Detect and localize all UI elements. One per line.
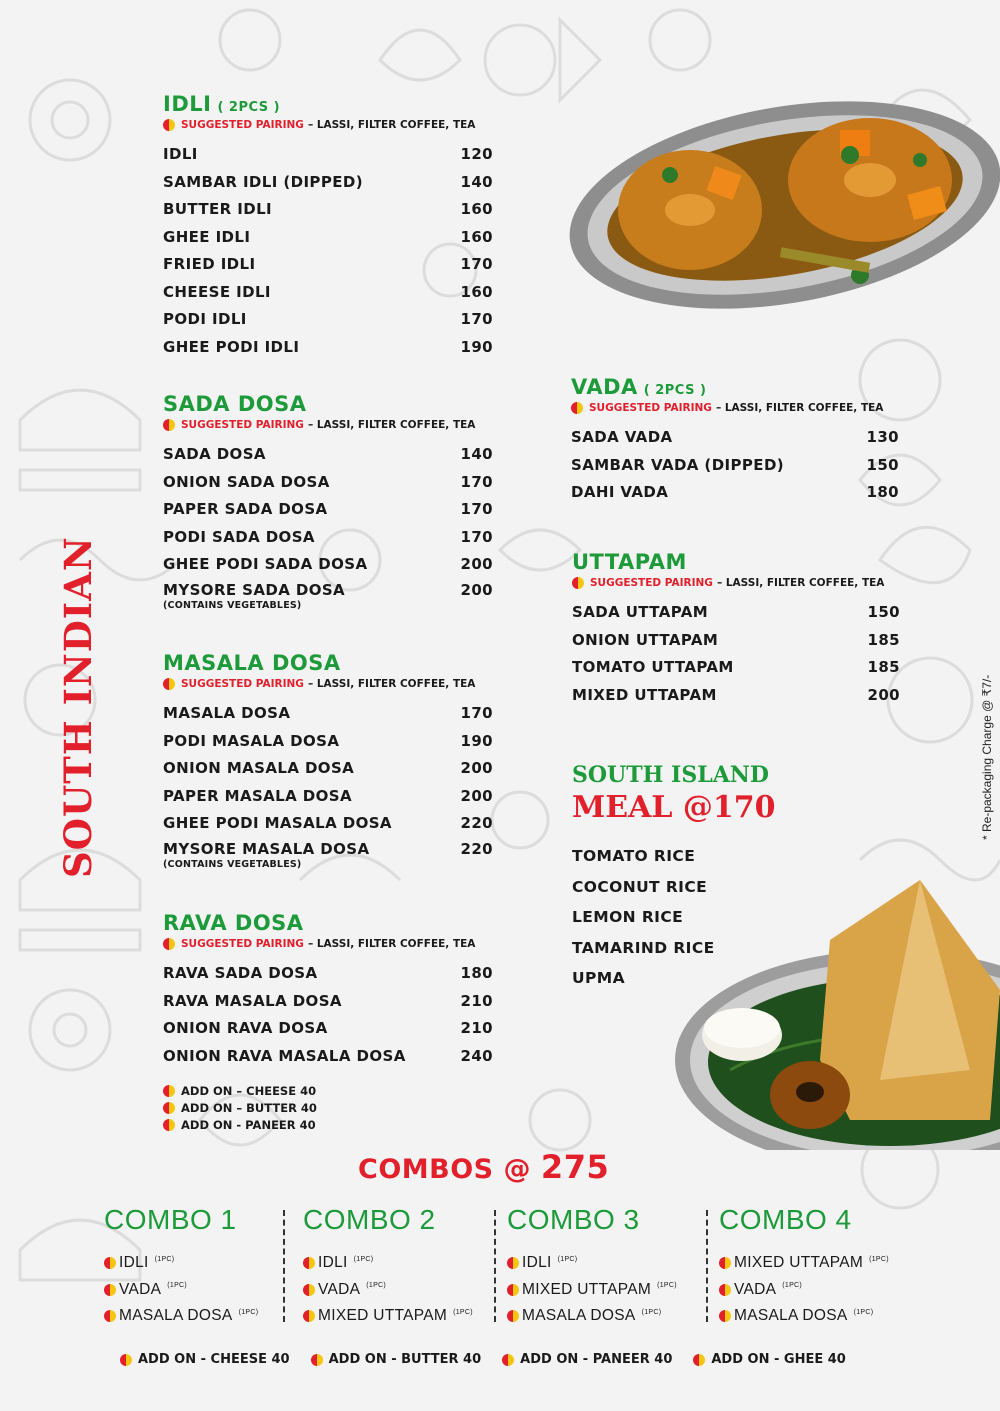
- bullet-icon: [571, 402, 583, 414]
- bullet-icon: [507, 1284, 519, 1296]
- repackaging-note: * Re-packaging Charge @ ₹7/-: [980, 674, 994, 840]
- bullet-icon: [719, 1310, 731, 1322]
- meal-title: SOUTH ISLAND: [572, 762, 769, 788]
- bullet-icon: [719, 1257, 731, 1269]
- menu-item: SAMBAR IDLI (DIPPED) 140: [163, 172, 493, 191]
- menu-item: MYSORE MASALA DOSA (CONTAINS VEGETABLES) 220: [163, 840, 493, 870]
- menu-item: GHEE PODI SADA DOSA 200: [163, 555, 493, 573]
- menu-item: SAMBAR VADA (DIPPED) 150: [571, 455, 899, 474]
- bullet-icon: [572, 577, 584, 589]
- bullet-icon: [163, 1102, 175, 1114]
- section-title: VADA ( 2PCS ): [571, 375, 707, 399]
- bullet-icon: [507, 1310, 519, 1322]
- bullet-icon: [693, 1354, 705, 1366]
- menu-item: GHEE IDLI 160: [163, 227, 493, 246]
- meal-price-title: MEAL @170: [572, 790, 776, 825]
- addon-item: ADD ON - GHEE 40: [693, 1352, 845, 1367]
- bullet-icon: [502, 1354, 514, 1366]
- bullet-icon: [303, 1284, 315, 1296]
- menu-item: ONION MASALA DOSA 200: [163, 759, 493, 777]
- bullet-icon: [104, 1284, 116, 1296]
- menu-item: PODI SADA DOSA 170: [163, 527, 493, 546]
- menu-item: CHEESE IDLI 160: [163, 282, 493, 301]
- combo-item: VADA (1PC): [303, 1277, 473, 1304]
- menu-item: SADA UTTAPAM 150: [572, 603, 900, 621]
- section-title: SADA DOSA: [163, 392, 307, 416]
- suggested-pairing: SUGGESTED PAIRING – LASSI, FILTER COFFEE, TEA: [163, 119, 493, 131]
- combo-item: VADA (1PC): [719, 1277, 889, 1304]
- menu-item: BUTTER IDLI 160: [163, 200, 493, 218]
- suggested-pairing: SUGGESTED PAIRING – LASSI, FILTER COFFEE, TEA: [572, 577, 900, 589]
- bullet-icon: [303, 1310, 315, 1322]
- menu-item: TOMATO UTTAPAM 185: [572, 658, 900, 676]
- combo-title: COMBO 1: [104, 1204, 237, 1235]
- combo-item: MIXED UTTAPAM (1PC): [507, 1277, 677, 1304]
- menu-item: FRIED IDLI 170: [163, 255, 493, 273]
- section-meal: [572, 762, 832, 1000]
- section-masala-dosa: [163, 651, 493, 876]
- menu-item: PAPER SADA DOSA 170: [163, 500, 493, 518]
- addon-item: ADD ON – CHEESE 40: [163, 1082, 493, 1099]
- menu-item: MIXED UTTAPAM 200: [572, 685, 900, 704]
- combo-divider: [494, 1210, 496, 1322]
- bullet-icon: [303, 1257, 315, 1269]
- combo-item: IDLI (1PC): [303, 1250, 473, 1277]
- bullet-icon: [507, 1257, 519, 1269]
- bullet-icon: [163, 1085, 175, 1097]
- combo-4: [719, 1204, 889, 1330]
- menu-item: RAVA MASALA DOSA 210: [163, 991, 493, 1010]
- section-uttapam: [572, 550, 900, 713]
- menu-item: ONION SADA DOSA 170: [163, 472, 493, 491]
- menu-item: IDLI 120: [163, 145, 493, 163]
- addon-item: ADD ON - BUTTER 40: [311, 1352, 482, 1367]
- bullet-icon: [163, 678, 175, 690]
- combo-item: IDLI (1PC): [104, 1250, 258, 1277]
- combo-2: [303, 1204, 473, 1330]
- combo-divider: [283, 1210, 285, 1322]
- suggested-pairing: SUGGESTED PAIRING – LASSI, FILTER COFFEE, TEA: [163, 678, 493, 690]
- meal-item: UPMA: [572, 969, 625, 987]
- menu-item: MASALA DOSA 170: [163, 704, 493, 722]
- bullet-icon: [163, 938, 175, 950]
- combo-divider: [706, 1210, 708, 1322]
- combo-3: [507, 1204, 677, 1330]
- bullet-icon: [104, 1310, 116, 1322]
- combo-title: COMBO 2: [303, 1204, 436, 1235]
- section-rava-dosa: [163, 911, 493, 1133]
- combo-item: MASALA DOSA (1PC): [507, 1303, 677, 1330]
- menu-item: ONION RAVA MASALA DOSA 240: [163, 1046, 493, 1065]
- menu-item: SADA VADA 130: [571, 428, 899, 446]
- section-idli: [163, 92, 493, 365]
- menu-item: GHEE PODI MASALA DOSA 220: [163, 814, 493, 832]
- section-title: MASALA DOSA: [163, 651, 341, 675]
- bullet-icon: [104, 1257, 116, 1269]
- combo-item: IDLI (1PC): [507, 1250, 677, 1277]
- section-title: UTTAPAM: [572, 550, 687, 574]
- menu-item: PODI MASALA DOSA 190: [163, 731, 493, 750]
- bullet-icon: [311, 1354, 323, 1366]
- combos-heading: COMBOS @ 275: [358, 1148, 610, 1186]
- addon-item: ADD ON – BUTTER 40: [163, 1099, 493, 1116]
- menu-item: PAPER MASALA DOSA 200: [163, 786, 493, 805]
- bullet-icon: [163, 419, 175, 431]
- suggested-pairing: SUGGESTED PAIRING – LASSI, FILTER COFFEE, TEA: [163, 938, 493, 950]
- item-note: (CONTAINS VEGETABLES): [163, 859, 302, 870]
- combo-item: MIXED UTTAPAM (1PC): [719, 1250, 889, 1277]
- category-title: SOUTH INDIAN: [56, 536, 100, 878]
- combo-title: COMBO 3: [507, 1204, 640, 1235]
- section-sada-dosa: [163, 392, 493, 617]
- combo-item: VADA (1PC): [104, 1277, 258, 1304]
- bullet-icon: [719, 1284, 731, 1296]
- combo-item: MIXED UTTAPAM (1PC): [303, 1303, 473, 1330]
- combo-1: [104, 1204, 258, 1330]
- addon-item: ADD ON - CHEESE 40: [120, 1352, 290, 1367]
- bullet-icon: [120, 1354, 132, 1366]
- addon-item: ADD ON - PANEER 40: [502, 1352, 672, 1367]
- menu-item: ONION UTTAPAM 185: [572, 630, 900, 649]
- bullet-icon: [163, 119, 175, 131]
- menu-item: PODI IDLI 170: [163, 310, 493, 328]
- sambar-vada-plate-image: [560, 70, 1000, 320]
- menu-item: ONION RAVA DOSA 210: [163, 1019, 493, 1037]
- item-note: (CONTAINS VEGETABLES): [163, 600, 302, 611]
- bullet-icon: [163, 1119, 175, 1131]
- addon-item: ADD ON - PANEER 40: [163, 1116, 493, 1133]
- meal-item: TOMATO RICE: [572, 847, 696, 865]
- menu-item: MYSORE SADA DOSA (CONTAINS VEGETABLES) 200: [163, 581, 493, 611]
- combo-item: MASALA DOSA (1PC): [719, 1303, 889, 1330]
- footer-addons: [120, 1352, 846, 1367]
- meal-item: TAMARIND RICE: [572, 938, 715, 957]
- menu-item: SADA DOSA 140: [163, 445, 493, 463]
- section-title: IDLI ( 2PCS ): [163, 92, 281, 116]
- combo-title: COMBO 4: [719, 1204, 852, 1235]
- menu-item: RAVA SADA DOSA 180: [163, 964, 493, 982]
- combo-item: MASALA DOSA (1PC): [104, 1303, 258, 1330]
- suggested-pairing: SUGGESTED PAIRING – LASSI, FILTER COFFEE, TEA: [163, 419, 493, 431]
- meal-item: COCONUT RICE: [572, 877, 708, 896]
- menu-item: DAHI VADA 180: [571, 483, 899, 501]
- rava-addons: [163, 1082, 493, 1133]
- menu-item: GHEE PODI IDLI 190: [163, 337, 493, 356]
- meal-item: LEMON RICE: [572, 908, 684, 926]
- section-vada: [571, 375, 899, 511]
- section-title: RAVA DOSA: [163, 911, 304, 935]
- suggested-pairing: SUGGESTED PAIRING – LASSI, FILTER COFFEE, TEA: [571, 402, 899, 414]
